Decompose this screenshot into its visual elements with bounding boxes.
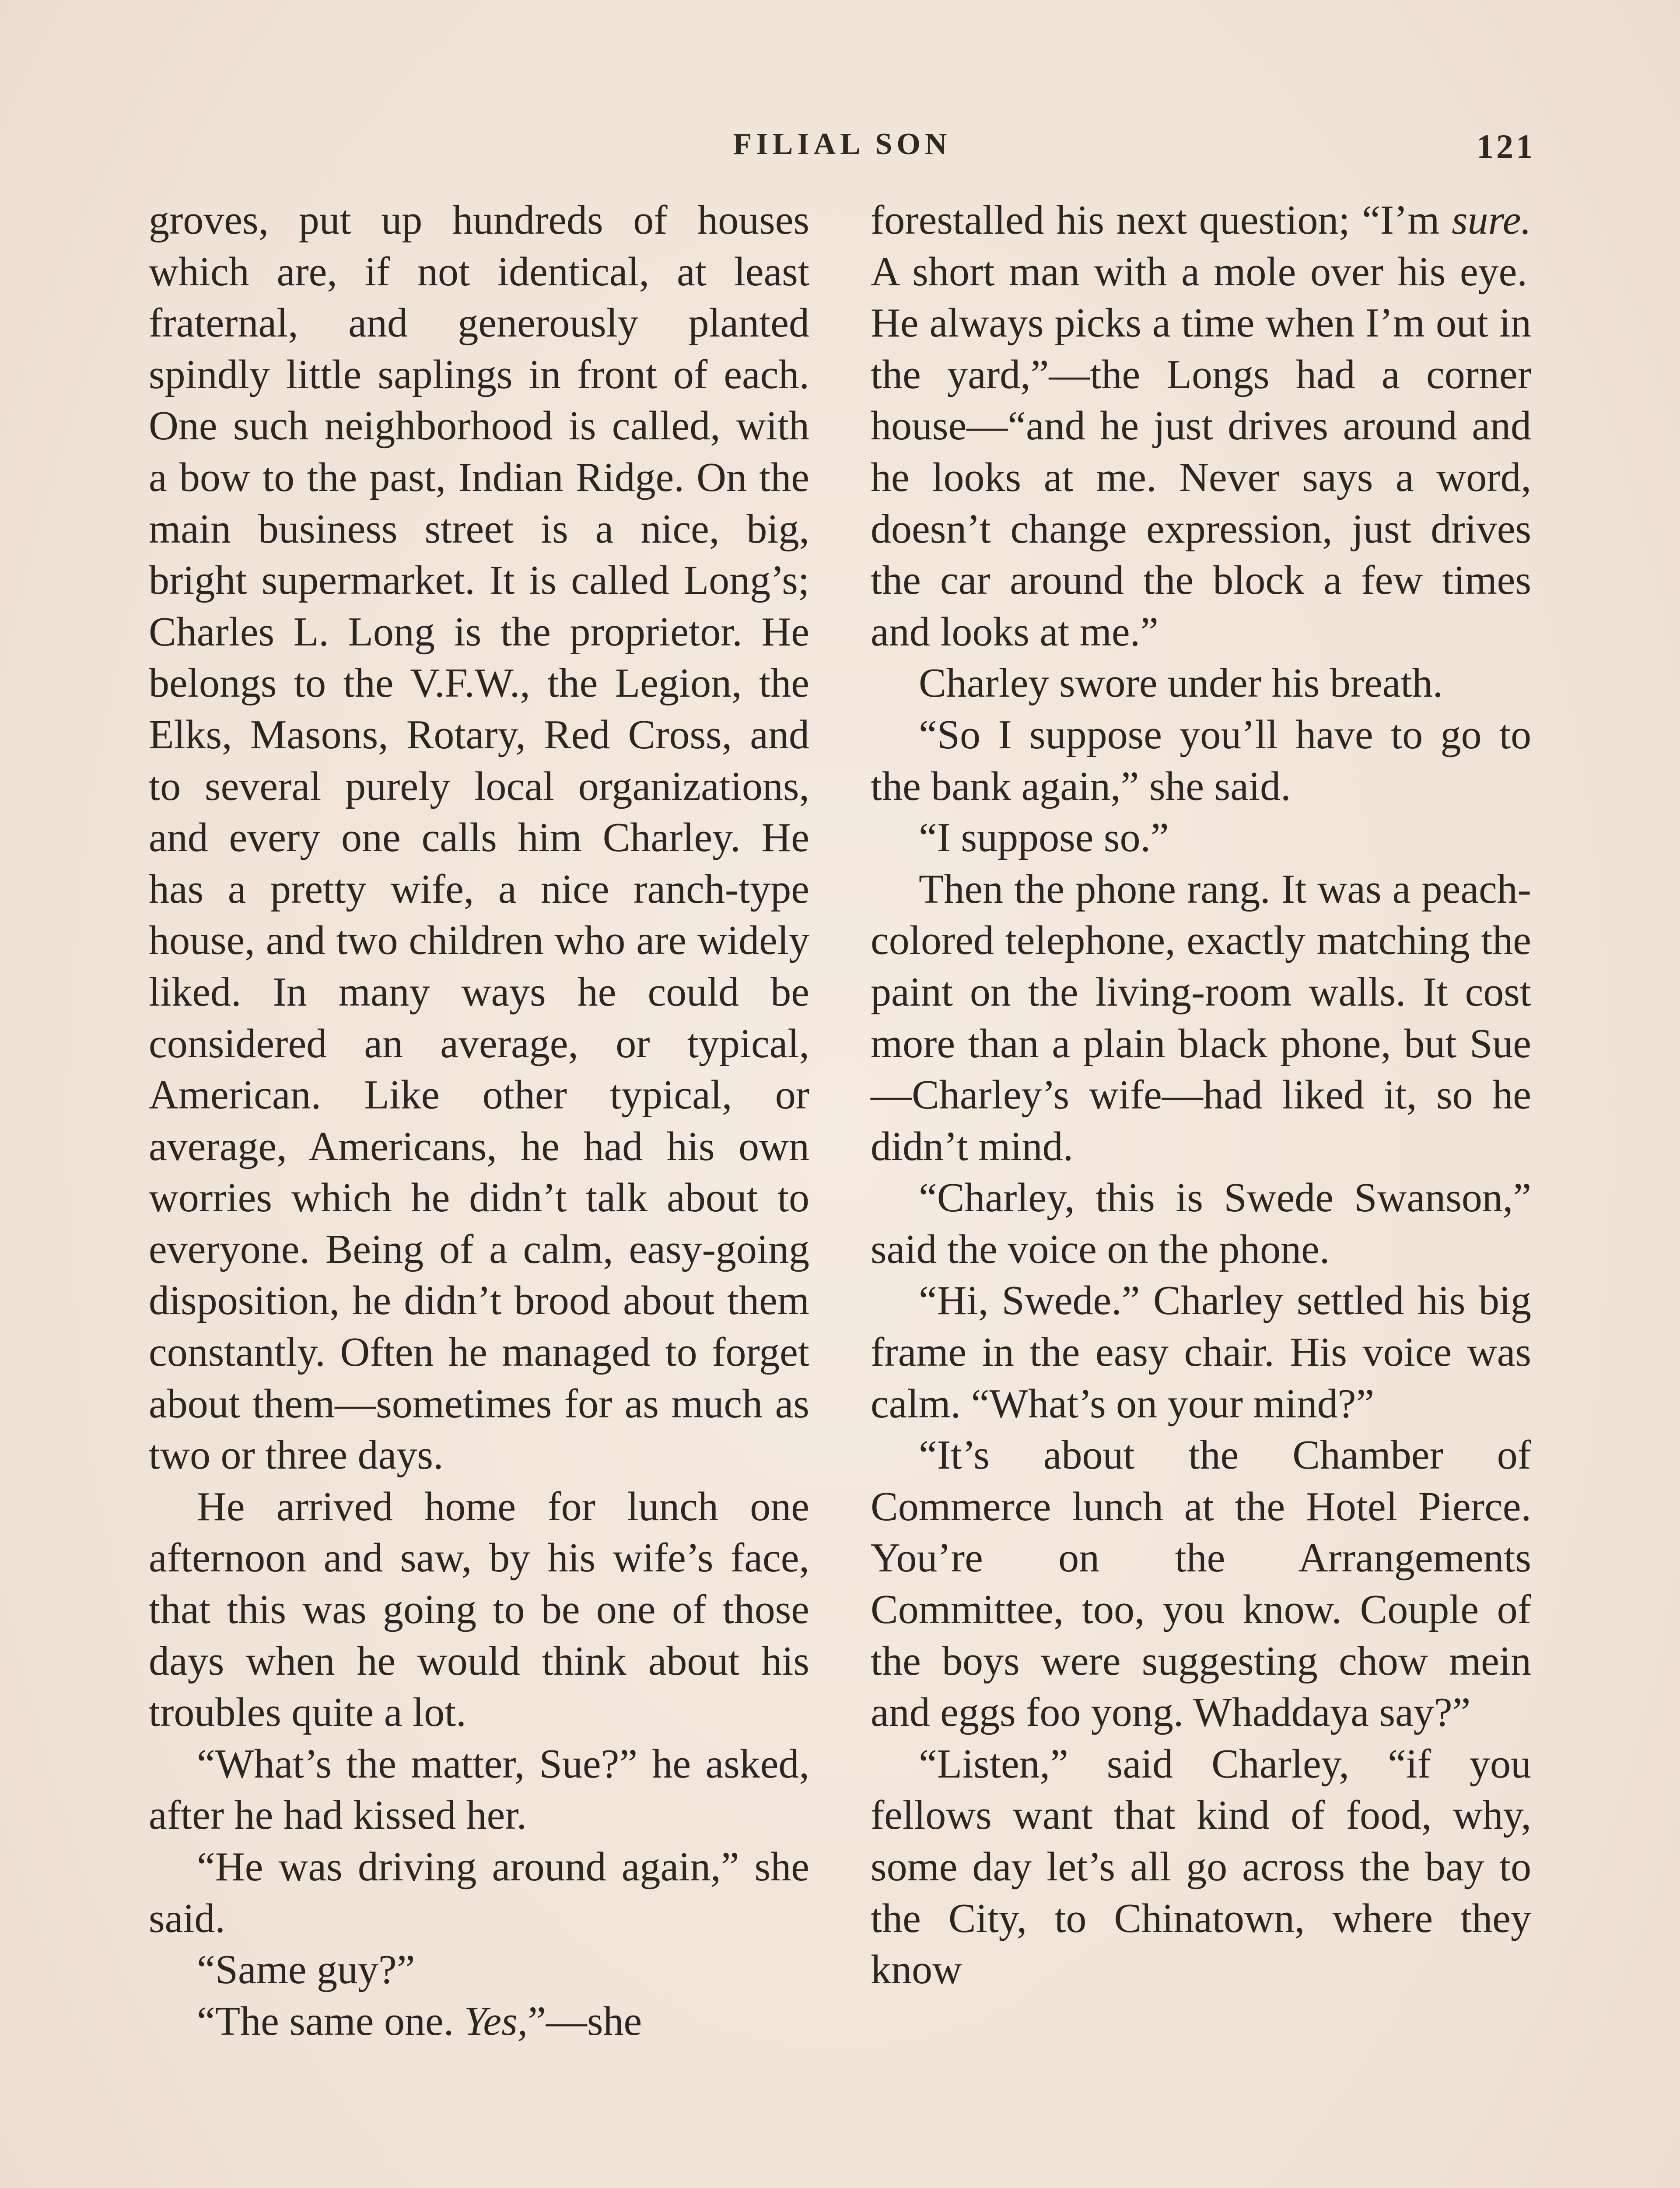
- running-head: [149, 127, 1536, 171]
- text-run: “The same one.: [197, 1998, 464, 2044]
- paragraph: “I suppose so.”: [919, 815, 1169, 861]
- text-run: A short man with a mole over his eye. He always picks a time when I’m out in the yard,”—the Longs had a corner house—“and he just drives around and he looks at me. Never says a word, doesn’t change expression, just drives the car around the block a few times and looks at me.”: [871, 249, 1531, 655]
- paragraph: [871, 195, 1531, 658]
- paragraph: groves, put up hundreds of houses which are, if not identical, at least fraternal, and generously planted spindly little saplings in front of each. One such neighborhood is called, with a bow to the past, Indian Ridge. On the main business street is a nice, big, bright supermarket. It is called Long’s; Charles L. Long is the proprietor. He belongs to the V.F.W., the Legion, the Elks, Masons, Rotary, Red Cross, and to several purely local organizations, and every one calls him Charley. He has a pretty wife, a nice ranch-type house, and two children who are widely liked. In many ways he could be considered an average, or typical, American. Like other typical, or average, Americans, he had his own worries which he didn’t talk about to everyone. Being of a calm, easy-going disposition, he didn’t brood about them constantly. Often he managed to forget about them—sometimes for as much as two or three days.: [149, 197, 809, 1478]
- left-column: [149, 195, 809, 2047]
- paragraph: “What’s the matter, Sue?” he asked, after he had kissed her.: [149, 1741, 809, 1838]
- text-run: ”—she: [528, 1998, 642, 2044]
- paragraph: “So I suppose you’ll have to go to the bank again,” she said.: [871, 712, 1531, 809]
- text-run: forestalled his next question; “I’m: [871, 197, 1452, 243]
- paragraph: [149, 1996, 809, 2048]
- right-column: [871, 195, 1531, 1996]
- paragraph: “It’s about the Chamber of Commerce lunch at the Hotel Pierce. You’re on the Arrangements Committee, too, you know. Couple of the boys were suggesting chow mein and eggs foo yong. Whaddaya say?”: [871, 1432, 1531, 1736]
- paragraph: Charley swore under his breath.: [919, 660, 1443, 706]
- running-title: FILIAL SON: [733, 127, 952, 161]
- paragraph: “Same guy?”: [197, 1947, 415, 1993]
- paragraph: “Charley, this is Swede Swanson,” said the voice on the phone.: [871, 1175, 1531, 1272]
- paragraph: He arrived home for lunch one afternoon and saw, by his wife’s face, that this was going to be one of those days when he would think about his troubles quite a lot.: [149, 1483, 809, 1736]
- paragraph: “He was driving around again,” she said.: [149, 1844, 809, 1941]
- paragraph: “Hi, Swede.” Charley settled his big frame in the easy chair. His voice was calm. “What’s on your mind?”: [871, 1278, 1531, 1427]
- emphasis: Yes,: [464, 1998, 528, 2044]
- page-number: 121: [1477, 127, 1536, 165]
- emphasis: sure.: [1452, 197, 1531, 243]
- paragraph: Then the phone rang. It was a peach-colored telephone, exactly matching the paint on the living-room walls. It cost more than a plain black phone, but Sue—Charley’s wife—had liked it, so he didn’t mind.: [871, 866, 1531, 1169]
- paragraph: “Listen,” said Charley, “if you fellows want that kind of food, why, some day let’s all go across the bay to the City, to Chinatown, where they know: [871, 1741, 1531, 1993]
